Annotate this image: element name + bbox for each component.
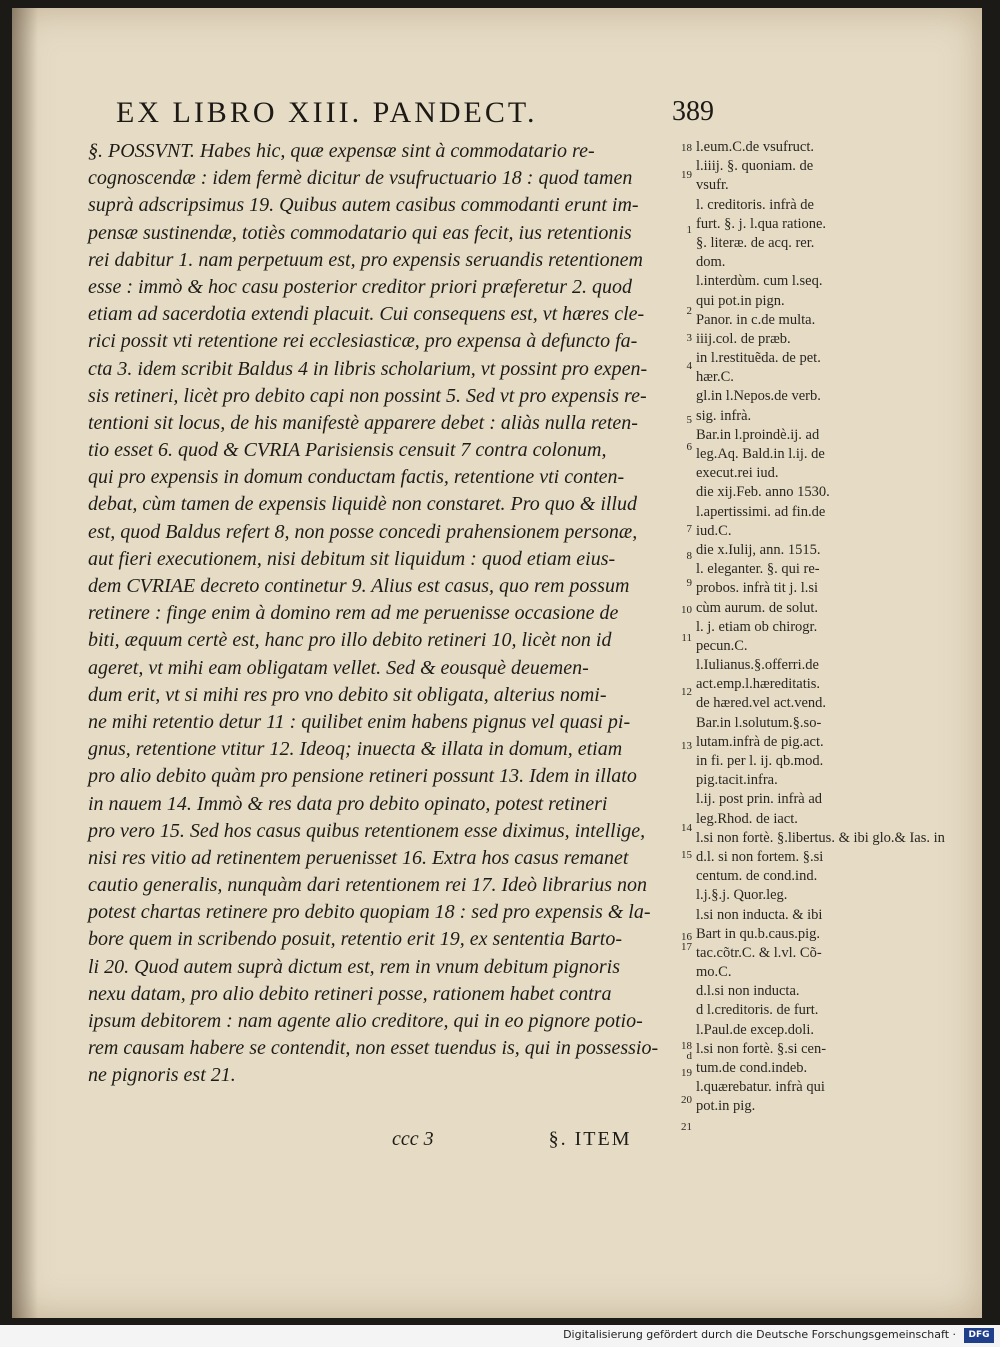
footer-bar — [0, 1325, 1000, 1347]
margin-note-line: Bart in qu.b.caus.pig. — [696, 925, 821, 942]
footnote-number: 15 — [681, 849, 692, 862]
text-line: est, quod Baldus refert 8, non posse concedi prahensionem personæ, — [88, 520, 638, 543]
footnote-number: d — [686, 1049, 692, 1062]
margin-notes — [696, 138, 945, 1117]
text-line: gnus, retentione vtitur 12. Ideoq; inuecta & illata in domum, etiam — [88, 738, 623, 761]
footnote-number: 8 — [686, 550, 692, 562]
text-line: potest chartas retinere pro debito quopiam 18 : sed pro expensis & la- — [88, 901, 651, 924]
margin-note-line: d l.creditoris. de furt. — [696, 1002, 819, 1019]
text-line: pensæ sustinendæ, totiès commodatario qui eas fecit, ius retentionis — [88, 221, 632, 244]
margin-note-line: d.l. si non fortem. §.si — [696, 848, 824, 865]
margin-note-line: l.interdùm. cum l.seq. — [696, 273, 823, 290]
text-line: pro vero 15. Sed hos casus quibus retentionem esse diximus, intellige, — [88, 819, 646, 842]
footnote-number: 21 — [681, 1121, 692, 1134]
text-line: pro alio debito quàm pro pensione retineri possunt 13. Idem in illato — [88, 765, 637, 788]
margin-note-line: d.l.si non inducta. — [696, 983, 800, 1000]
footnote-number: 2 — [686, 305, 692, 318]
margin-note-line: l.apertissimi. ad fin.de — [696, 503, 826, 520]
text-line: li 20. Quod autem suprà dictum est, rem in vnum debitum pignoris — [88, 955, 621, 978]
text-line: tentioni sit locus, de his manifestè apparere debet : aliàs nulla reten- — [88, 411, 638, 434]
text-line: ne mihi retentio detur 11 : quilibet enim habens pignus vel quasi pi- — [88, 710, 631, 733]
text-line: sis retineri, licèt pro debito capi non possint 5. Sed vt pro expensis re- — [88, 384, 647, 407]
margin-note-line: execut.rei iud. — [696, 465, 779, 482]
running-head: EX LIBRO XIII. PANDECT. — [116, 96, 538, 129]
text-line: etiam ad sacerdotia extendi placuit. Cui consequens est, vt hæres cle- — [88, 303, 645, 326]
margin-note-line: in l.restituẽda. de pet. — [696, 350, 821, 367]
margin-note-line: die xij.Feb. anno 1530. — [696, 484, 830, 501]
margin-note-line: l.iiij. §. quoniam. de — [696, 158, 814, 175]
margin-note-line: centum. de cond.ind. — [696, 868, 818, 885]
footnote-number: 4 — [686, 359, 692, 372]
text-line: rici possit vti retentione rei ecclesiasticæ, pro expensa à defuncto fa- — [88, 330, 638, 353]
text-line: dum erit, vt si mihi res pro vno debito sit obligata, alterius nomi- — [88, 683, 607, 706]
footnote-number: 17 — [681, 940, 692, 953]
margin-note-line: §. literæ. de acq. rer. — [696, 234, 815, 251]
margin-note-line: Bar.in l.proindè.ij. ad — [696, 426, 820, 443]
text-line: aut fieri executionem, nisi debitum sit liquidum : quod etiam eius- — [88, 547, 616, 570]
margin-note-line: l.si non inducta. & ibi — [696, 906, 823, 923]
margin-note-line: l. j. etiam ob chirogr. — [696, 618, 818, 635]
text-line: biti, æquum certè est, hanc pro illo debito retineri 10, licèt non id — [88, 629, 612, 652]
main-text-block — [88, 138, 674, 1090]
margin-note-line: leg.Rhod. de iact. — [696, 810, 798, 827]
text-line: dem CVRIAE decreto continetur 9. Alius est casus, quo rem possum — [88, 575, 630, 597]
footnote-number: 16 — [681, 930, 692, 943]
margin-note-line: dom. — [696, 254, 726, 271]
margin-note-line: l.si non fortè. §.si cen- — [696, 1040, 827, 1057]
margin-note-line: cùm aurum. de solut. — [696, 599, 819, 616]
margin-note-line: iiij.col. de præb. — [696, 330, 791, 347]
margin-note-line: in fi. per l. ij. qb.mod. — [696, 753, 824, 769]
margin-note-line: pot.in pig. — [696, 1098, 756, 1115]
text-line: in nauem 14. Immò & res data pro debito opinato, potest retineri — [88, 792, 608, 815]
text-line: ageret, vt mihi eam obligatam vellet. Sed & eousquè deuemen- — [88, 656, 589, 679]
margin-note-line: furt. §. j. l.qua ratione. — [696, 215, 827, 232]
page-number: 389 — [672, 96, 714, 127]
margin-note-line: l.Iulianus.§.offerri.de — [696, 657, 819, 674]
footnote-number: 10 — [681, 604, 692, 617]
footnote-number: 6 — [686, 441, 692, 454]
footnote-number: 13 — [681, 740, 692, 753]
catchword: §. ITEM — [548, 1128, 632, 1150]
text-line: debat, cùm tamen de expensis liquidè non constaret. Pro quo & illud — [88, 493, 637, 516]
book-page — [12, 8, 982, 1318]
text-line: rem causam habere se contendit, non esset tuendus is, qui in possessio- — [88, 1037, 659, 1060]
margin-note-line: Bar.in l.solutum.§.so- — [696, 714, 822, 731]
margin-note-line: qui pot.in pign. — [696, 292, 785, 309]
text-line: rei dabitur 1. nam perpetuum est, pro expensis seruandis retentionem — [88, 248, 643, 271]
text-line: bore quem in scribendo posuit, retentio erit 19, ex sententia Barto- — [88, 928, 622, 951]
margin-note-line: l.quærebatur. infrà qui — [696, 1079, 825, 1096]
margin-note-line: mo.C. — [696, 964, 732, 981]
margin-note-line: iud.C. — [696, 522, 732, 539]
dfg-logo: DFG — [964, 1328, 994, 1343]
margin-note-line: pecun.C. — [696, 637, 748, 654]
margin-note-line: l.Paul.de excep.doli. — [696, 1021, 814, 1038]
text-line: cautio generalis, nunquàm dari retentionem rei 17. Ideò librarius non — [88, 874, 648, 897]
margin-note-line: l. creditoris. infrà de — [696, 196, 814, 213]
footnote-number: 3 — [686, 332, 692, 345]
text-line: nexu datam, pro alio debito retineri posse, rationem habet contra — [88, 982, 612, 1005]
text-line: retinere : finge enim à domino rem ad me peruenisse occasione de — [88, 602, 619, 625]
text-line: ipsum debitorem : nam agente alio creditore, qui in eo pignore potio- — [88, 1010, 643, 1032]
footnote-number: 14 — [681, 822, 692, 834]
footnote-number: 20 — [681, 1094, 692, 1106]
margin-note-line: l.si non fortè. §.libertus. & ibi glo.& Ias. in — [696, 829, 945, 846]
text-line: ne pignoris est 21. — [88, 1064, 236, 1087]
footnote-number: 19 — [681, 169, 692, 182]
margin-note-line: act.emp.l.hæreditatis. — [696, 676, 821, 693]
margin-note-line: tac.cõtr.C. & l.vl. Cõ- — [696, 944, 822, 961]
footnote-number: 12 — [681, 686, 692, 698]
footnote-number: 11 — [681, 631, 692, 644]
margin-note-line: vsufr. — [696, 177, 729, 194]
margin-note-line: l.ij. post prin. infrà ad — [696, 791, 823, 808]
page-gutter-shadow — [12, 8, 38, 1318]
catchword-line — [392, 1128, 692, 1151]
margin-note-line: gl.in l.Nepos.de verb. — [696, 388, 821, 405]
footnote-number: 5 — [686, 414, 692, 426]
margin-note-line: sig. infrà. — [696, 407, 752, 424]
margin-note-line: pig.tacit.infra. — [696, 772, 778, 789]
text-line: esse : immò & hoc casu posterior creditor priori præferetur 2. quod — [88, 275, 633, 298]
margin-note-line: l.eum.C.de vsufruct. — [696, 139, 814, 155]
footnote-number: 18 — [681, 142, 692, 154]
footnote-number: 7 — [686, 522, 692, 535]
text-line: §. POSSVNT. Habes hic, quæ expensæ sint à commodatario re- — [88, 140, 595, 162]
margin-note-line: leg.Aq. Bald.in l.ij. de — [696, 446, 825, 462]
text-line: qui pro expensis in domum conductam factis, retentione vti conten- — [88, 466, 625, 489]
footnote-number: 1 — [686, 223, 692, 236]
footnote-number: 19 — [681, 1066, 692, 1079]
margin-note-line: tum.de cond.indeb. — [696, 1060, 808, 1076]
margin-note-line: l.j.§.j. Quor.leg. — [696, 887, 788, 904]
margin-note-line: Panor. in c.de multa. — [696, 311, 816, 328]
text-line: tio esset 6. quod & CVRIA Parisiensis censuit 7 contra colonum, — [88, 439, 607, 462]
text-line: cognoscendæ : idem fermè dicitur de vsufructuario 18 : quod tamen — [88, 167, 633, 190]
margin-note-line: probos. infrà tit j. l.si — [696, 580, 819, 597]
margin-note-line: l. eleganter. §. qui re- — [696, 561, 820, 578]
margin-note-line: die x.Iulij, ann. 1515. — [696, 541, 821, 558]
footnote-number: 18 — [681, 1039, 692, 1052]
text-line: nisi res vitio ad retinentem peruenisset 16. Extra hos casus remanet — [88, 846, 629, 869]
margin-note-line: lutam.infrà de pig.act. — [696, 733, 824, 750]
funding-credit: Digitalisierung gefördert durch die Deutsche Forschungsgemeinschaft · — [563, 1328, 956, 1341]
margin-note-line: de hæred.vel act.vend. — [696, 695, 827, 712]
text-line: cta 3. idem scribit Baldus 4 in libris scholarium, vt possint pro expen- — [88, 357, 648, 380]
footnote-number: 9 — [686, 577, 692, 590]
text-line: suprà adscripsimus 19. Quibus autem casibus commodanti erunt im- — [88, 194, 639, 217]
margin-note-line: hær.C. — [696, 369, 734, 386]
signature-mark: ccc 3 — [392, 1128, 434, 1150]
